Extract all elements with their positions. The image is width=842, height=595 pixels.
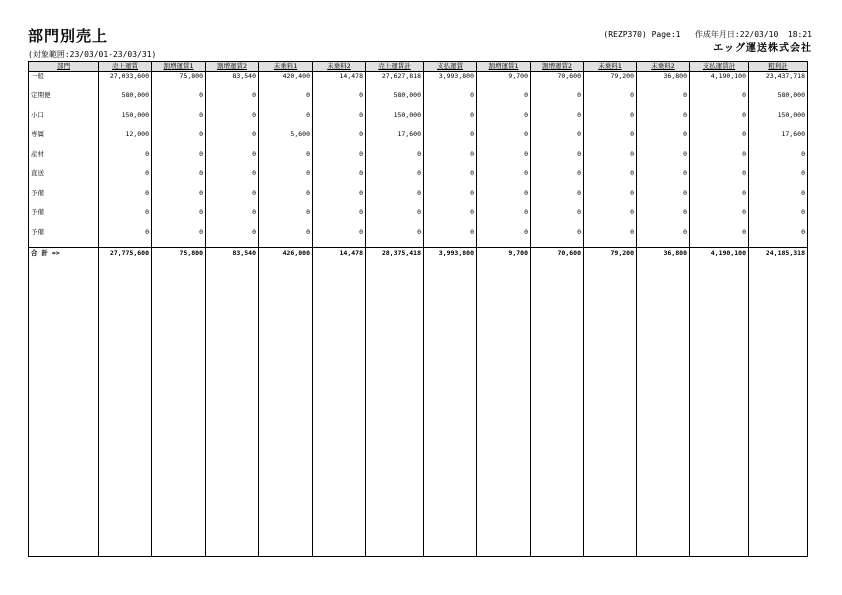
amount-cell: 0 <box>637 208 690 228</box>
blank-cell <box>424 258 477 557</box>
amount-cell: 0 <box>366 169 424 189</box>
amount-cell: 0 <box>584 169 637 189</box>
blank-cell <box>206 258 259 557</box>
table-row <box>29 72 808 92</box>
amount-cell: 0 <box>531 150 584 170</box>
amount-cell: 0 <box>259 228 313 248</box>
column-header: 割増運賃2 <box>531 62 584 72</box>
total-amount-cell: 70,600 <box>531 248 584 259</box>
amount-cell: 0 <box>584 150 637 170</box>
amount-cell: 0 <box>313 130 366 150</box>
amount-cell: 0 <box>690 169 749 189</box>
amount-cell: 17,600 <box>366 130 424 150</box>
amount-cell: 0 <box>584 208 637 228</box>
amount-cell: 0 <box>637 111 690 131</box>
blank-cell <box>637 258 690 557</box>
amount-cell: 420,400 <box>259 72 313 92</box>
amount-cell: 150,000 <box>366 111 424 131</box>
amount-cell: 17,600 <box>749 130 808 150</box>
table-row <box>29 228 808 248</box>
amount-cell: 0 <box>99 228 152 248</box>
column-header: 支払運賃計 <box>690 62 749 72</box>
amount-cell: 0 <box>531 130 584 150</box>
blank-filler-row <box>29 258 808 557</box>
amount-cell: 0 <box>531 169 584 189</box>
amount-cell: 0 <box>206 111 259 131</box>
amount-cell: 0 <box>313 228 366 248</box>
amount-cell: 0 <box>259 91 313 111</box>
table-row <box>29 91 808 111</box>
amount-cell: 0 <box>584 111 637 131</box>
column-header: 未乗料1 <box>259 62 313 72</box>
amount-cell: 0 <box>749 189 808 209</box>
table-row <box>29 111 808 131</box>
amount-cell: 0 <box>259 150 313 170</box>
amount-cell: 0 <box>477 208 531 228</box>
department-name-cell: 専属 <box>29 130 99 150</box>
amount-cell: 0 <box>531 91 584 111</box>
amount-cell: 0 <box>749 150 808 170</box>
amount-cell: 0 <box>531 228 584 248</box>
amount-cell: 0 <box>531 208 584 228</box>
amount-cell: 0 <box>313 111 366 131</box>
amount-cell: 0 <box>206 169 259 189</box>
amount-cell: 0 <box>313 208 366 228</box>
amount-cell: 0 <box>152 228 206 248</box>
amount-cell: 0 <box>152 91 206 111</box>
amount-cell: 0 <box>424 169 477 189</box>
blank-cell <box>152 258 206 557</box>
amount-cell: 580,000 <box>749 91 808 111</box>
department-name-cell: 産材 <box>29 150 99 170</box>
amount-cell: 0 <box>259 189 313 209</box>
amount-cell: 0 <box>690 189 749 209</box>
amount-cell: 75,800 <box>152 72 206 92</box>
table-header-row <box>29 62 808 72</box>
column-header: 支払運賃 <box>424 62 477 72</box>
amount-cell: 0 <box>99 208 152 228</box>
report-date-range: (対象範囲:23/03/01-23/03/31) <box>28 50 157 59</box>
column-header: 未乗料2 <box>313 62 366 72</box>
total-amount-cell: 426,000 <box>259 248 313 259</box>
total-amount-cell: 9,700 <box>477 248 531 259</box>
department-name-cell: 予備 <box>29 208 99 228</box>
amount-cell: 0 <box>477 91 531 111</box>
amount-cell: 4,190,100 <box>690 72 749 92</box>
amount-cell: 0 <box>424 228 477 248</box>
blank-cell <box>690 258 749 557</box>
amount-cell: 0 <box>584 189 637 209</box>
amount-cell: 150,000 <box>749 111 808 131</box>
blank-cell <box>477 258 531 557</box>
report-header-info: (REZP370) Page:1 作成年月日:22/03/10 18:21 <box>603 30 812 39</box>
column-header: 粗利計 <box>749 62 808 72</box>
amount-cell: 0 <box>637 130 690 150</box>
column-header: 売上運賃 <box>99 62 152 72</box>
amount-cell: 0 <box>206 91 259 111</box>
amount-cell: 0 <box>206 189 259 209</box>
amount-cell: 0 <box>477 189 531 209</box>
table-row <box>29 208 808 228</box>
column-header: 割増運賃1 <box>152 62 206 72</box>
amount-cell: 0 <box>531 189 584 209</box>
blank-cell <box>259 258 313 557</box>
department-name-cell: 予備 <box>29 189 99 209</box>
amount-cell: 27,033,600 <box>99 72 152 92</box>
amount-cell: 0 <box>366 208 424 228</box>
total-row <box>29 248 808 259</box>
table-row <box>29 130 808 150</box>
amount-cell: 0 <box>584 228 637 248</box>
total-amount-cell: 28,375,418 <box>366 248 424 259</box>
amount-cell: 0 <box>477 169 531 189</box>
total-amount-cell: 27,775,600 <box>99 248 152 259</box>
amount-cell: 0 <box>313 189 366 209</box>
amount-cell: 0 <box>152 150 206 170</box>
amount-cell: 83,540 <box>206 72 259 92</box>
department-name-cell: 予備 <box>29 228 99 248</box>
blank-cell <box>99 258 152 557</box>
amount-cell: 0 <box>637 150 690 170</box>
blank-cell <box>584 258 637 557</box>
amount-cell: 0 <box>259 208 313 228</box>
amount-cell: 0 <box>206 228 259 248</box>
amount-cell: 0 <box>424 91 477 111</box>
amount-cell: 0 <box>637 91 690 111</box>
amount-cell: 0 <box>477 111 531 131</box>
amount-cell: 14,478 <box>313 72 366 92</box>
amount-cell: 0 <box>424 150 477 170</box>
amount-cell: 0 <box>637 228 690 248</box>
total-amount-cell: 14,478 <box>313 248 366 259</box>
amount-cell: 0 <box>313 169 366 189</box>
amount-cell: 0 <box>206 150 259 170</box>
amount-cell: 70,600 <box>531 72 584 92</box>
amount-cell: 0 <box>690 130 749 150</box>
amount-cell: 0 <box>259 169 313 189</box>
table-body <box>29 72 808 557</box>
amount-cell: 27,627,818 <box>366 72 424 92</box>
table-row <box>29 150 808 170</box>
amount-cell: 0 <box>152 189 206 209</box>
amount-cell: 0 <box>690 208 749 228</box>
blank-cell <box>313 258 366 557</box>
report-title: 部門別売上 <box>28 27 109 45</box>
total-amount-cell: 24,185,318 <box>749 248 808 259</box>
column-header: 割増運賃2 <box>206 62 259 72</box>
amount-cell: 0 <box>313 150 366 170</box>
amount-cell: 79,200 <box>584 72 637 92</box>
total-amount-cell: 75,800 <box>152 248 206 259</box>
total-amount-cell: 4,190,100 <box>690 248 749 259</box>
amount-cell: 580,000 <box>366 91 424 111</box>
amount-cell: 0 <box>366 150 424 170</box>
column-header: 未乗料2 <box>637 62 690 72</box>
department-name-cell: 一般 <box>29 72 99 92</box>
amount-cell: 0 <box>99 189 152 209</box>
amount-cell: 0 <box>531 111 584 131</box>
amount-cell: 12,000 <box>99 130 152 150</box>
amount-cell: 0 <box>259 111 313 131</box>
amount-cell: 0 <box>477 228 531 248</box>
amount-cell: 0 <box>152 111 206 131</box>
amount-cell: 0 <box>477 130 531 150</box>
amount-cell: 0 <box>690 91 749 111</box>
blank-cell <box>531 258 584 557</box>
total-amount-cell: 79,200 <box>584 248 637 259</box>
table-row <box>29 169 808 189</box>
amount-cell: 0 <box>152 130 206 150</box>
department-name-cell: 定期便 <box>29 91 99 111</box>
total-amount-cell: 83,540 <box>206 248 259 259</box>
blank-cell <box>366 258 424 557</box>
amount-cell: 5,600 <box>259 130 313 150</box>
amount-cell: 3,993,800 <box>424 72 477 92</box>
department-sales-table <box>28 61 808 557</box>
amount-cell: 0 <box>749 208 808 228</box>
amount-cell: 0 <box>366 228 424 248</box>
amount-cell: 0 <box>152 169 206 189</box>
amount-cell: 150,000 <box>99 111 152 131</box>
total-amount-cell: 3,993,800 <box>424 248 477 259</box>
amount-cell: 0 <box>584 130 637 150</box>
amount-cell: 0 <box>99 169 152 189</box>
amount-cell: 0 <box>99 150 152 170</box>
department-name-cell: 小口 <box>29 111 99 131</box>
amount-cell: 0 <box>424 189 477 209</box>
column-header: 部門 <box>29 62 99 72</box>
amount-cell: 0 <box>637 169 690 189</box>
blank-cell <box>749 258 808 557</box>
amount-cell: 0 <box>152 208 206 228</box>
column-header: 売上運賃計 <box>366 62 424 72</box>
amount-cell: 0 <box>366 189 424 209</box>
column-header: 割増運賃1 <box>477 62 531 72</box>
table-row <box>29 189 808 209</box>
amount-cell: 0 <box>584 91 637 111</box>
amount-cell: 0 <box>313 91 366 111</box>
company-name: エッグ運送株式会社 <box>713 43 812 54</box>
amount-cell: 0 <box>424 130 477 150</box>
amount-cell: 0 <box>749 228 808 248</box>
column-header: 未乗料1 <box>584 62 637 72</box>
blank-cell <box>29 258 99 557</box>
department-name-cell: 直送 <box>29 169 99 189</box>
total-amount-cell: 36,800 <box>637 248 690 259</box>
amount-cell: 0 <box>690 228 749 248</box>
amount-cell: 36,800 <box>637 72 690 92</box>
amount-cell: 0 <box>424 111 477 131</box>
amount-cell: 0 <box>637 189 690 209</box>
amount-cell: 23,437,718 <box>749 72 808 92</box>
amount-cell: 0 <box>690 150 749 170</box>
amount-cell: 580,000 <box>99 91 152 111</box>
amount-cell: 0 <box>424 208 477 228</box>
amount-cell: 0 <box>749 169 808 189</box>
amount-cell: 0 <box>206 208 259 228</box>
total-label-cell: 合 計 => <box>29 248 99 259</box>
amount-cell: 0 <box>477 150 531 170</box>
amount-cell: 9,700 <box>477 72 531 92</box>
amount-cell: 0 <box>690 111 749 131</box>
amount-cell: 0 <box>206 130 259 150</box>
